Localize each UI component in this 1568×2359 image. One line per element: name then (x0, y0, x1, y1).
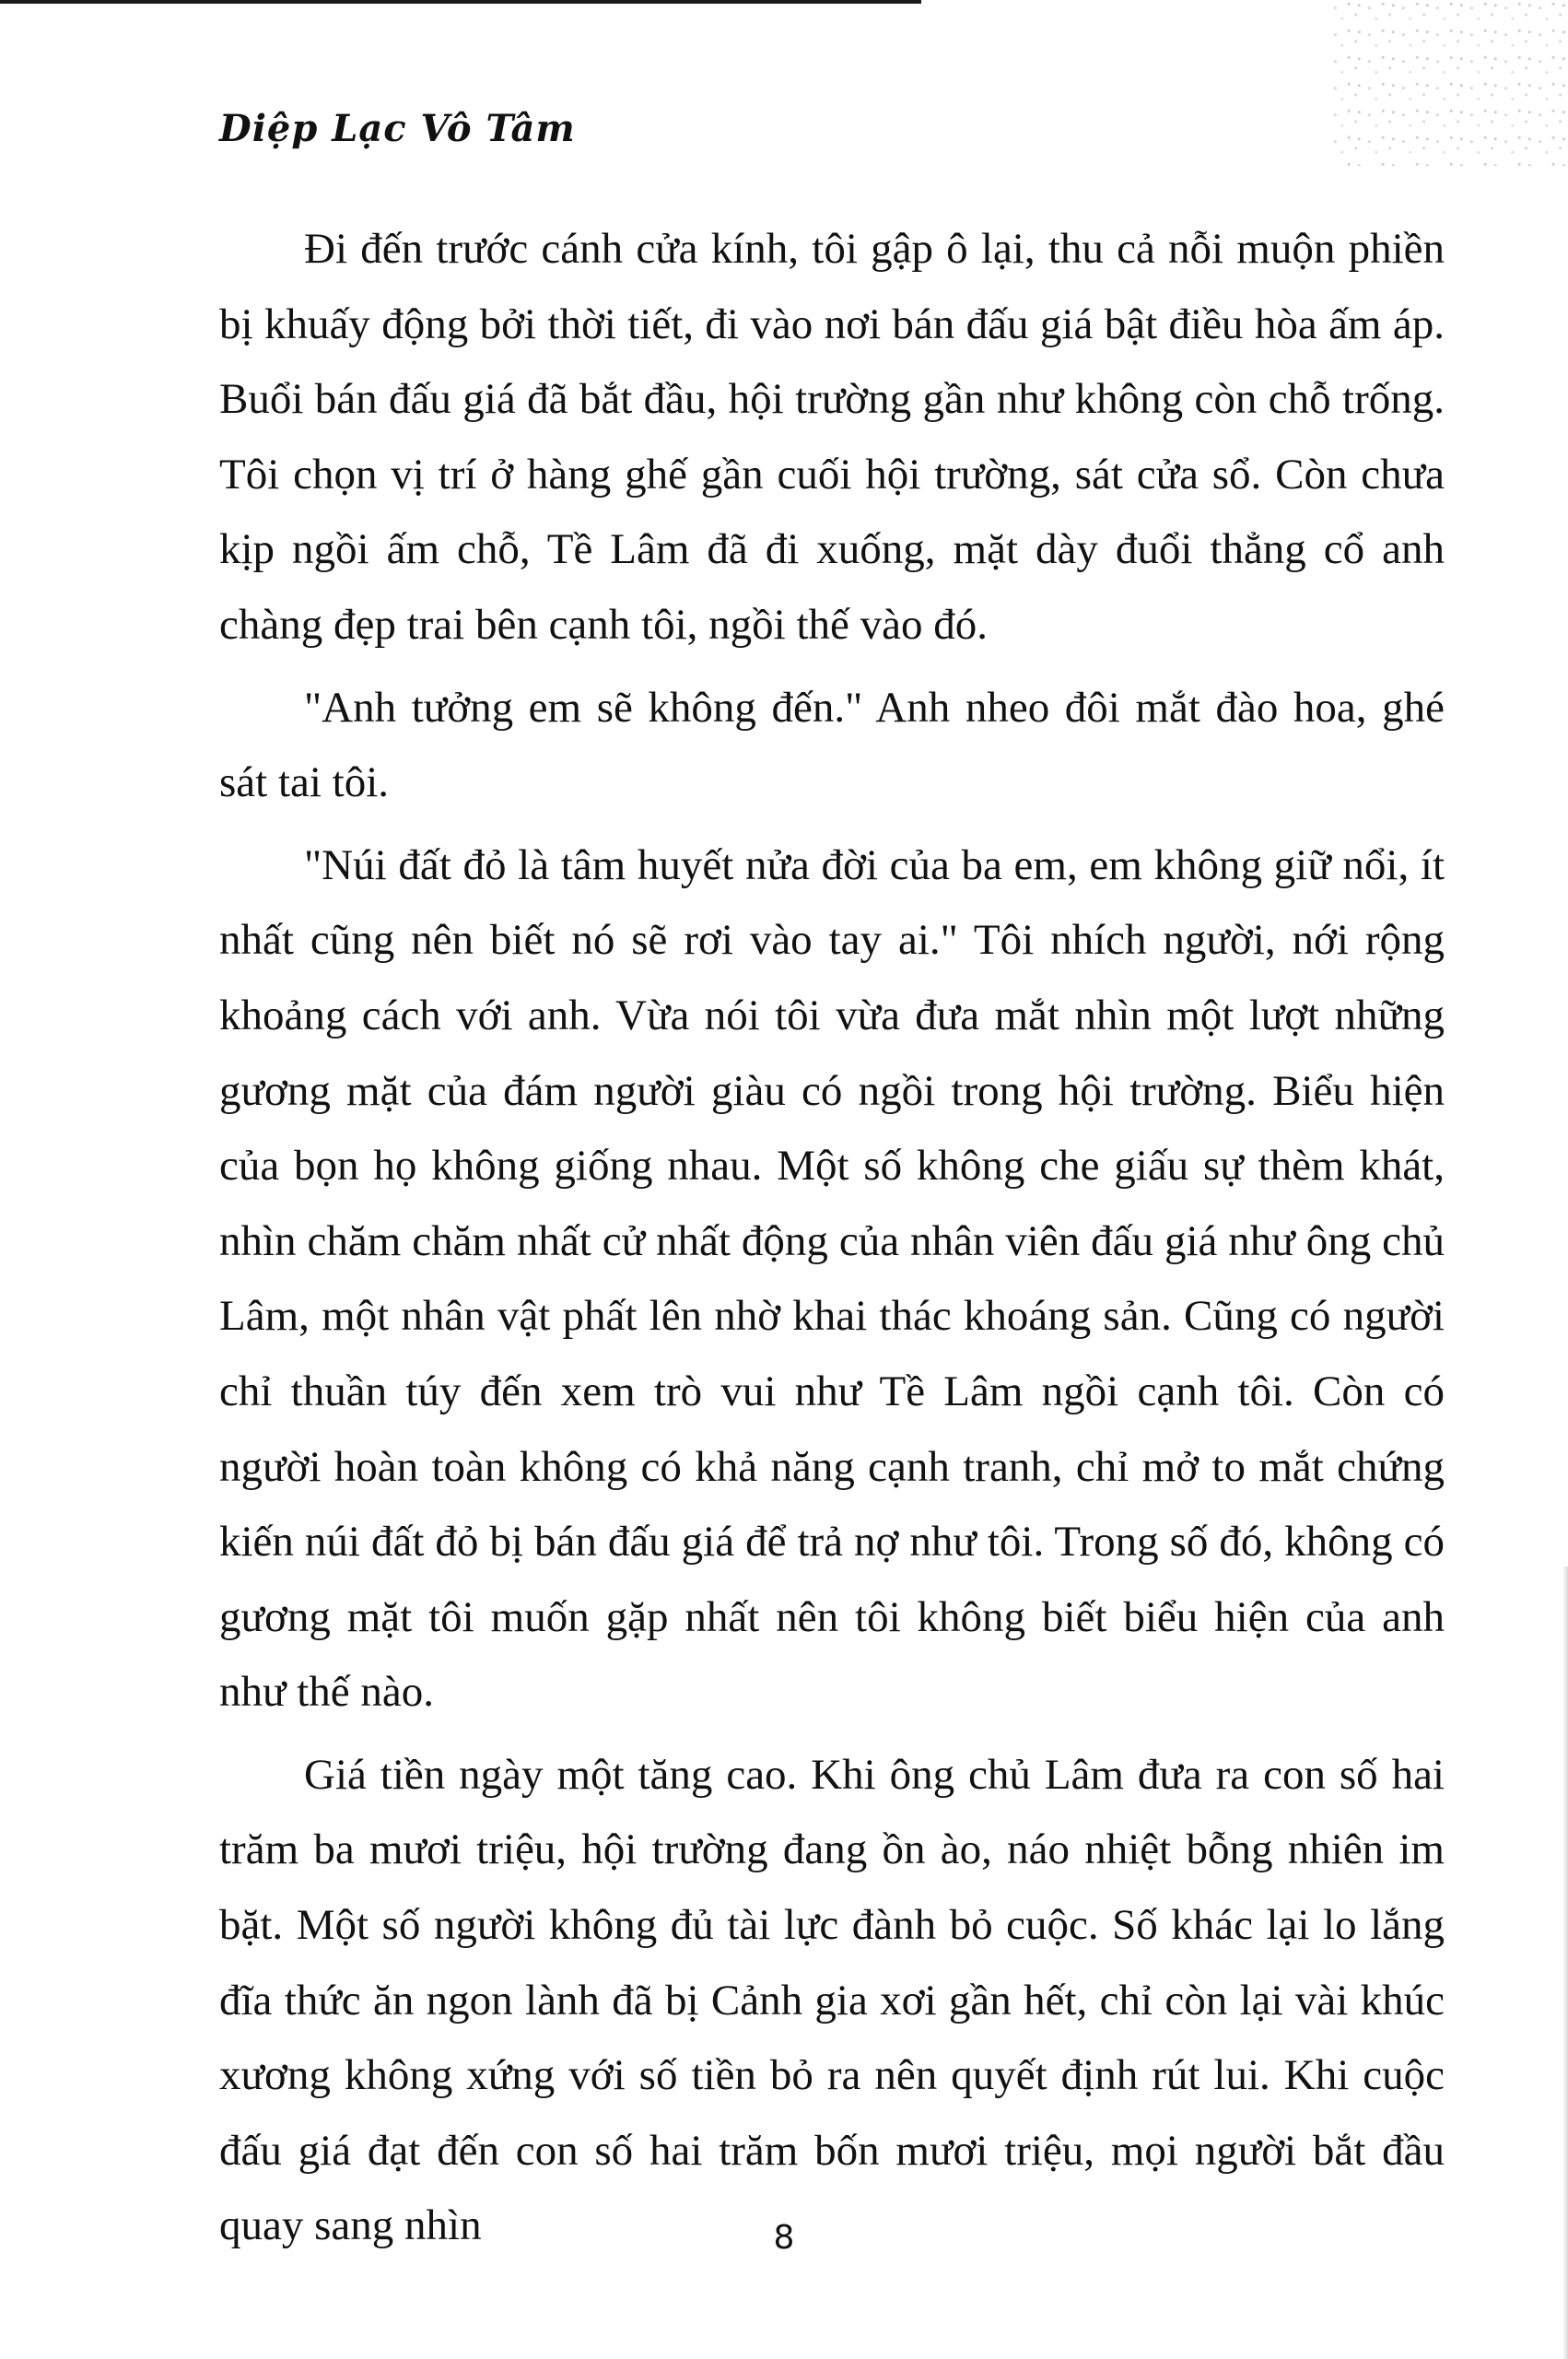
paragraph: Đi đến trước cánh cửa kính, tôi gập ô lại, thu cả nỗi muộn phiền bị khuấy động bởi thời tiết, đi vào nơi bán đấu giá bật điều hòa ấm áp. Buổi bán đấu giá đã bắt đầu, hội trường gần như không còn chỗ trống. Tôi chọn vị trí ở hàng ghế gần cuối hội trường, sát cửa sổ. Còn chưa kịp ngồi ấm chỗ, Tề Lâm đã đi xuống, mặt dày đuổi thẳng cổ anh chàng đẹp trai bên cạnh tôi, ngồi thế vào đó. (219, 225, 1445, 649)
page-number: 8 (773, 2219, 795, 2257)
paragraph: "Núi đất đỏ là tâm huyết nửa đời của ba em, em không giữ nổi, ít nhất cũng nên biết nó sẽ rơi vào tay ai." Tôi nhích người, nới rộng khoảng cách với anh. Vừa nói tôi vừa đưa mắt nhìn một lượt những gương mặt của đám người giàu có ngồi trong hội trường. Biểu hiện của bọn họ không giống nhau. Một số không che giấu sự thèm khát, nhìn chăm chăm nhất cử nhất động của nhân viên đấu giá như ông chủ Lâm, một nhân vật phất lên nhờ khai thác khoáng sản. Cũng có người chỉ thuần túy đến xem trò vui như Tề Lâm ngồi cạnh tôi. Còn có người hoàn toàn không có khả năng cạnh tranh, chỉ mở to mắt chứng kiến núi đất đỏ bị bán đấu giá để trả nợ như tôi. Trong số đó, không có gương mặt tôi muốn gặp nhất nên tôi không biết biểu hiện của anh như thế nào. (219, 840, 1445, 1717)
running-title: Diệp Lạc Vô Tâm (219, 107, 576, 150)
paragraph: Giá tiền ngày một tăng cao. Khi ông chủ Lâm đưa ra con số hai trăm ba mươi triệu, hội trường đang ồn ào, náo nhiệt bỗng nhiên im bặt. Một số người không đủ tài lực đành bỏ cuộc. Số khác lại lo lắng đĩa thức ăn ngon lành đã bị Cảnh gia xơi gần hết, chỉ còn lại vài khúc xương không xứng với số tiền bỏ ra nên quyết định rút lui. Khi cuộc đấu giá đạt đến con số hai trăm bốn mươi triệu, mọi người bắt đầu quay sang nhìn (219, 1750, 1445, 2250)
text-body (219, 212, 1445, 2271)
paragraph: "Anh tưởng em sẽ không đến." Anh nheo đôi mắt đào hoa, ghé sát tai tôi. (219, 683, 1445, 807)
top-rule (0, 0, 921, 4)
scan-speckle (1328, 0, 1568, 166)
